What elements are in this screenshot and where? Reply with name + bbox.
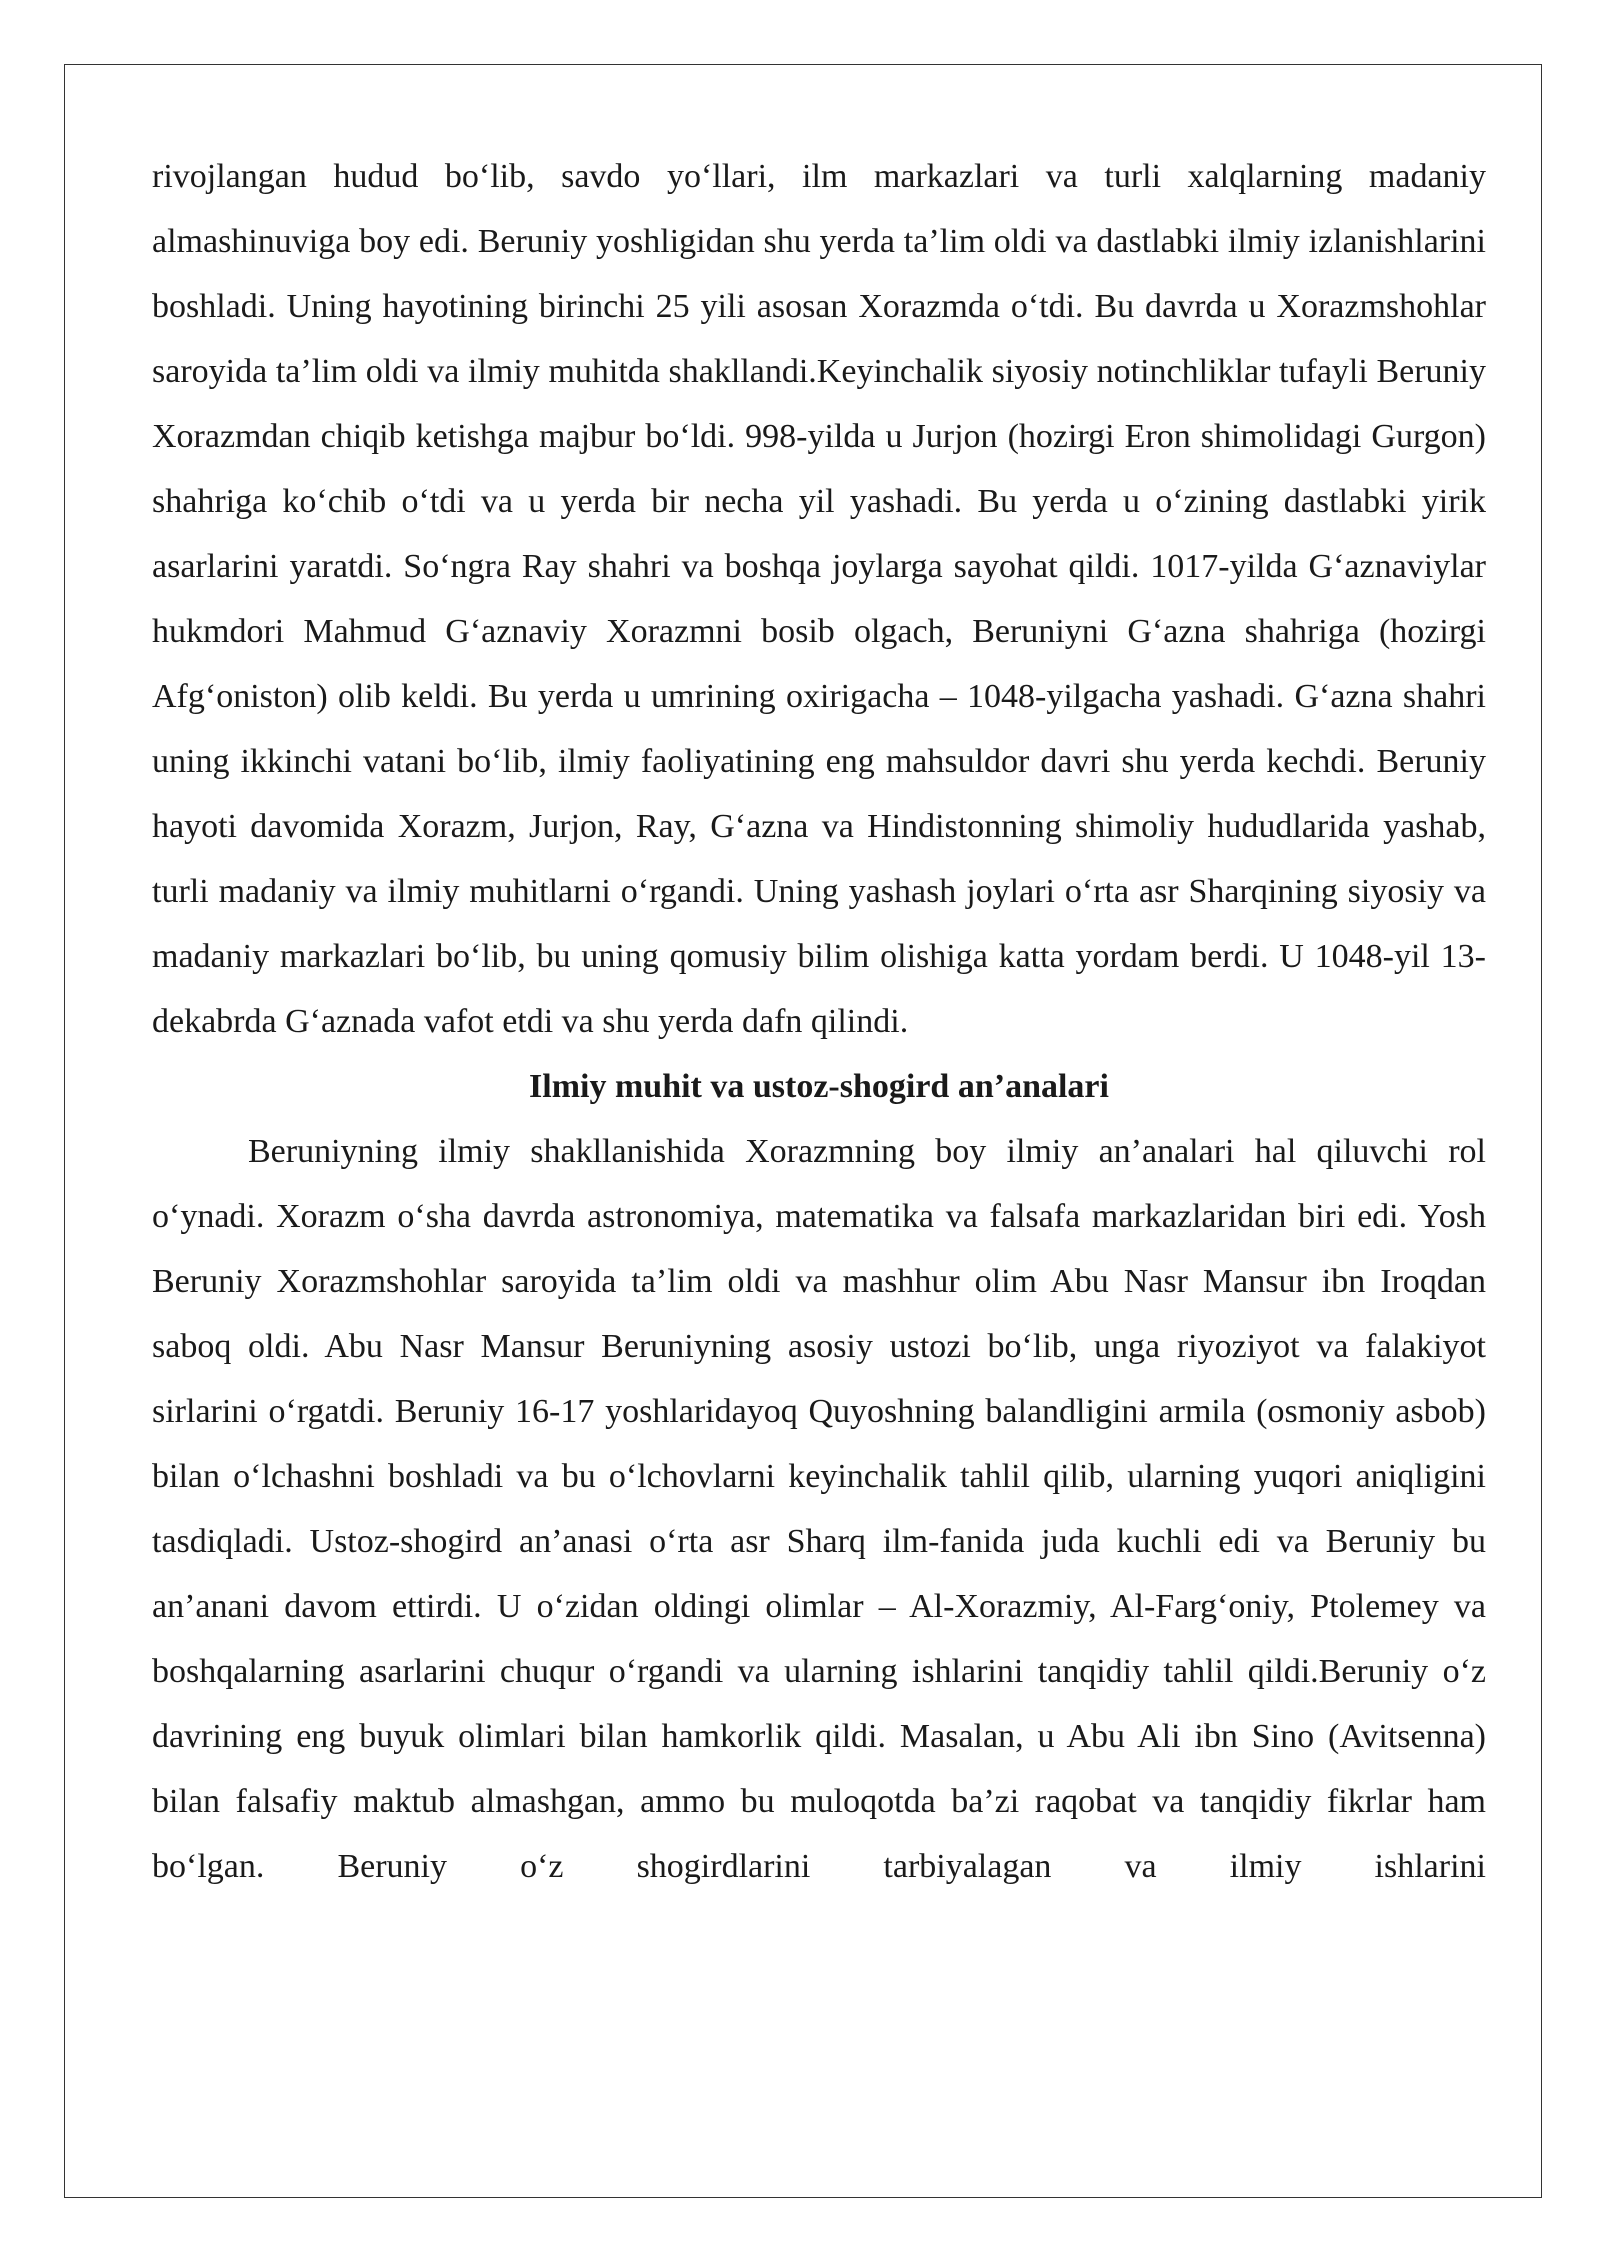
body-paragraph-2: Beruniyning ilmiy shakllanishida Xorazmning boy ilmiy an’analari hal qiluvchi rol o‘ynadi. Xorazm o‘sha davrda astronomiya, matematika va falsafa markazlaridan biri edi. Yosh Beruniy Xorazmshohlar saroyida ta’lim oldi va mashhur olim Abu Nasr Mansur ibn Iroqdan saboq oldi. Abu Nasr Mansur Beruniyning asosiy ustozi bo‘lib, unga riyoziyot va falakiyot sirlarini o‘rgatdi. Beruniy 16-17 yoshlaridayoq Quyoshning balandligini armila (osmoniy asbob) bilan o‘lchashni boshladi va bu o‘lchovlarni keyinchalik tahlil qilib, ularning yuqori aniqligini tasdiqladi. Ustoz-shogird an’anasi o‘rta asr Sharq ilm-fanida juda kuchli edi va Beruniy bu an’anani davom ettirdi. U o‘zidan oldingi olimlar – Al-Xorazmiy, Al-Farg‘oniy, Ptolemey va boshqalarning asarlarini chuqur o‘rgandi va ularning ishlarini tanqidiy tahlil qildi.Beruniy o‘z davrining eng buyuk olimlari bilan hamkorlik qildi. Masalan, u Abu Ali ibn Sino (Avitsenna) bilan falsafiy maktub almashgan, ammo bu muloqotda ba’zi raqobat va tanqidiy fikrlar ham bo‘lgan. Beruniy o‘z shogirdlarini tarbiyalagan va ilmiy ishlarini	[152, 1133, 1486, 1885]
body-paragraph-1: rivojlangan hudud bo‘lib, savdo yo‘llari, ilm markazlari va turli xalqlarning madaniy almashinuviga boy edi. Beruniy yoshligidan shu yerda ta’lim oldi va dastlabki ilmiy izlanishlarini boshladi. Uning hayotining birinchi 25 yili asosan Xorazmda o‘tdi. Bu davrda u Xorazmshohlar saroyida ta’lim oldi va ilmiy muhitda shakllandi.Keyinchalik siyosiy notinchliklar tufayli Beruniy Xorazmdan chiqib ketishga majbur bo‘ldi. 998-yilda u Jurjon (hozirgi Eron shimolidagi Gurgon) shahriga ko‘chib o‘tdi va u yerda bir necha yil yashadi. Bu yerda u o‘zining dastlabki yirik asarlarini yaratdi. So‘ngra Ray shahri va boshqa joylarga sayohat qildi. 1017-yilda G‘aznaviylar hukmdori Mahmud G‘aznaviy Xorazmni bosib olgach, Beruniyni G‘azna shahriga (hozirgi Afg‘oniston) olib keldi. Bu yerda u umrining oxirigacha – 1048-yilgacha yashadi. G‘azna shahri uning ikkinchi vatani bo‘lib, ilmiy faoliyatining eng mahsuldor davri shu yerda kechdi. Beruniy hayoti davomida Xorazm, Jurjon, Ray, G‘azna va Hindistonning shimoliy hududlarida yashab, turli madaniy va ilmiy muhitlarni o‘rgandi. Uning yashash joylari o‘rta asr Sharqining siyosiy va madaniy markazlari bo‘lib, bu uning qomusiy bilim olishiga katta yordam berdi. U 1048-yil 13-dekabrda G‘aznada vafot etdi va shu yerda dafn qilindi.	[152, 158, 1486, 1040]
section-heading: Ilmiy muhit va ustoz-shogird an’analari	[529, 1068, 1109, 1105]
document-body	[152, 144, 1486, 1899]
